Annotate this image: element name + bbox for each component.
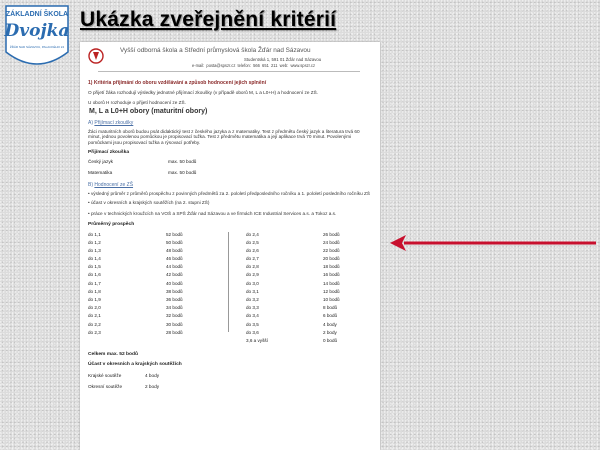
maturity-heading: M, L a L0+H obory (maturitní obory) [89,108,208,116]
subsection-b [88,182,373,188]
grade-range: do 3,0 [246,280,259,286]
subsection-a [88,120,373,126]
grade-range: do 1,4 [88,256,101,262]
logo-top-text: ZÁKLADNÍ ŠKOLA [5,11,69,18]
grade-points: 52 bodů [166,231,183,237]
total-line: Celkem max. 52 bodů [88,351,139,357]
grade-points: 14 bodů [323,280,340,286]
row-key: Matematika [88,170,113,176]
grade-table-divider [228,232,229,332]
grade-points: 12 bodů [323,288,340,294]
grade-points: 24 bodů [323,239,340,245]
grade-range: do 3,6 [246,329,259,335]
pointer-arrow-icon [388,233,598,253]
doc-paragraph: O přijetí žáka rozhodují výsledky jednotné přijímací zkoušky (v případě oborů M, L a L0+H) a hodnocení ze ZŠ. [88,90,319,95]
grade-points: 26 bodů [323,231,340,237]
doc-school-name: Vyšší odborná škola a Střední průmyslová škola Žďár nad Sázavou [120,47,311,54]
bullet-item: • výsledný průměr z průměrů prospěchu z povinných předmětů za 2. pololetí předposledního ročníku a 1. pololetí posledního ročníku ZŠ [88,190,371,196]
bullet-item: • účast v okresních a krajských soutěžích (na 2. stupni ZŠ) [88,200,210,206]
doc-address: Studentská 1, 591 01 Žďár nad Sázavou [244,57,322,62]
grade-points: 44 bodů [166,264,183,270]
grade-points: 18 bodů [323,264,340,270]
grade-range: do 1,8 [88,288,101,294]
grade-range: do 2,0 [88,305,101,311]
grade-points: 36 bodů [166,297,183,303]
school-logo [2,2,72,74]
table-title: Průměrný prospěch [88,221,135,227]
grade-points: 32 bodů [166,313,183,319]
grade-col-left-value [166,232,183,338]
grade-points: 22 bodů [323,247,340,253]
grade-range: do 1,1 [88,231,101,237]
subsection-letter: B) [88,181,93,188]
grade-range: do 2,2 [88,321,101,327]
grade-range: do 1,6 [88,272,101,278]
grade-range: do 2,8 [246,264,259,270]
grade-col-left-key [88,232,101,338]
grade-range: do 2,6 [246,247,259,253]
grade-points: 40 bodů [166,280,183,286]
table-title: Účast v okresních a krajských soutěžích [88,362,182,368]
grade-points: 2 body [323,329,337,335]
doc-divider [98,71,360,72]
slide-title: Ukázka zveřejnění kritérií [80,8,337,31]
grade-range: do 2,1 [88,313,101,319]
grade-points: 20 bodů [323,256,340,262]
row-value: 2 body [145,383,160,389]
grade-range: do 2,4 [246,231,259,237]
grade-points: 4 body [323,321,337,327]
doc-body [88,76,373,390]
grade-range: do 3,3 [246,305,259,311]
row-value: max. 50 bodů [168,159,197,165]
grade-col-right-value [323,232,340,347]
grade-range: do 3,2 [246,297,259,303]
grade-range: do 2,7 [246,256,259,262]
grade-range: do 1,9 [88,297,101,303]
grade-range: do 2,5 [246,239,259,245]
document-page [80,42,380,450]
table-row [88,373,373,379]
grade-range: do 1,5 [88,264,101,270]
subsection-title: Hodnocení ze ZŠ [94,181,134,188]
row-key: Český jazyk [88,159,114,165]
grade-col-right-key [246,232,268,347]
grade-range: do 3,4 [246,313,259,319]
grade-points: 10 bodů [323,297,340,303]
doc-paragraph: Žáci maturitních oborů budou psát didaktický test z českého jazyka a z matematiky. Test z předmětu český jazyk a literatura trvá 60 minut, jednou povolenou pomůckou je propisovací tužka. Test z předmětu matematika a její aplikace trvá 70 minut. Povolenými pomůckami jsou propisovací tužka a rýsovací potřeby. [88,128,360,145]
logo-bottom-text: ŽĎÁR NAD SÁZAVOU, PALACKÉHO 24 [9,45,65,49]
grade-points: 34 bodů [166,305,183,311]
grade-points: 0 bodů [323,337,338,343]
doc-contacts: e-mail: posta@spszr.cz telefon: 566 651 211 web: www.spszr.cz [192,63,316,68]
row-value: max. 50 bodů [168,170,197,176]
logo-name: Dvojka [4,21,70,41]
grade-points: 48 bodů [166,247,183,253]
grade-points: 46 bodů [166,256,183,262]
bullet-item: • práce v technických kroužcích na VOŠ a SPŠ Žďár nad Sázavou a ve firmách ICE Industrial Services a.s. a Tokoz a.s. [88,211,337,217]
grade-points: 50 bodů [166,239,183,245]
grade-range: do 1,3 [88,247,101,253]
grade-points: 42 bodů [166,272,183,278]
grade-points: 16 bodů [323,272,340,278]
subsection-title: Přijímací zkoušky [94,119,134,126]
row-value: 4 body [145,373,160,379]
row-key: Krajské soutěže [88,373,122,379]
table-row [88,159,373,165]
grade-points: 28 bodů [166,329,183,335]
grade-table [88,232,373,348]
row-key: Okresní soutěže [88,383,123,389]
grade-points: 8 bodů [323,305,338,311]
grade-range: do 2,9 [246,272,259,278]
section-heading: 1) Kritéria přijímání do oboru vzdělávání a způsob hodnocení jejich splnění [88,80,267,86]
grade-points: 6 bodů [323,313,338,319]
grade-range: do 2,3 [88,329,101,335]
table-title: Přijímací zkouška [88,149,130,155]
grade-range: do 3,1 [246,288,259,294]
school-emblem-icon [88,48,104,64]
subsection-letter: A) [88,119,93,126]
grade-points: 38 bodů [166,288,183,294]
grade-range: do 3,5 [246,321,259,327]
table-row [88,170,373,176]
doc-paragraph: U oborů H rozhoduje o přijetí hodnocení ze ZŠ. [88,99,186,105]
grade-range: do 1,2 [88,239,101,245]
grade-points: 30 bodů [166,321,183,327]
grade-range: do 1,7 [88,280,101,286]
table-row [88,384,373,390]
grade-range: 3,6 a vyšší [246,337,268,343]
